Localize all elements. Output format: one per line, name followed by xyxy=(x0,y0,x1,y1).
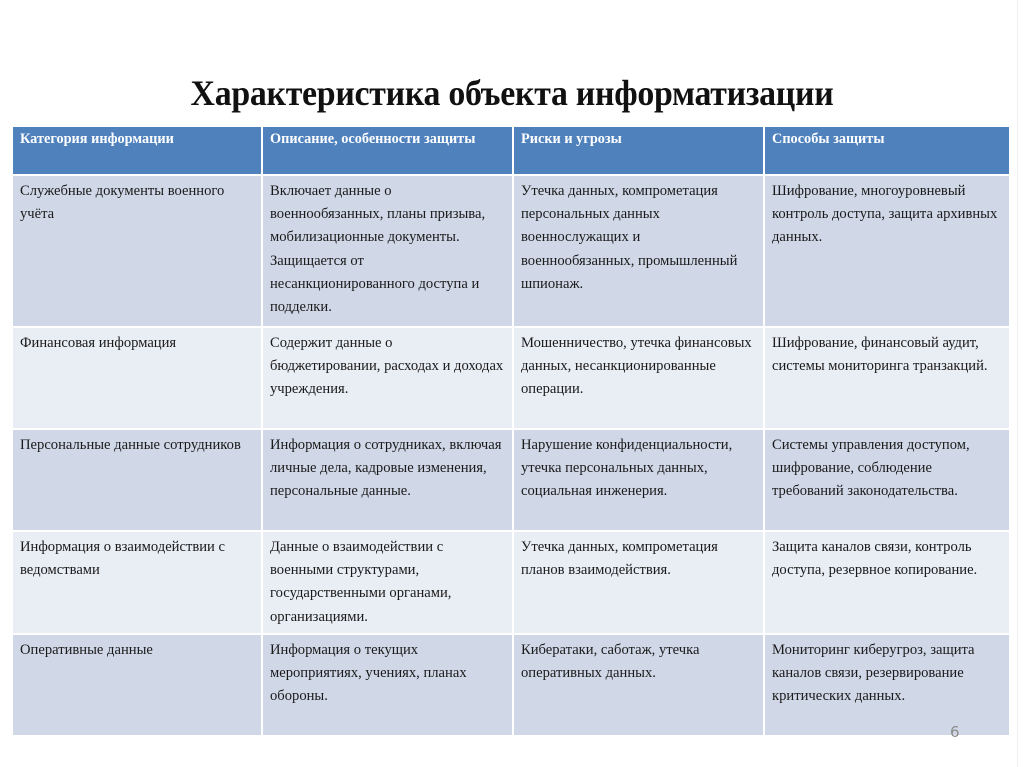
cell-description: Данные о взаимодействии с военными структурами, государственными органами, организациями. xyxy=(262,531,513,634)
table-row xyxy=(12,634,1010,736)
cell-description: Информация о сотрудниках, включая личные дела, кадровые изменения, персональные данные. xyxy=(262,429,513,531)
info-object-table xyxy=(11,125,1011,737)
cell-category: Служебные документы военного учёта xyxy=(12,175,262,327)
table-row xyxy=(12,175,1010,327)
cell-category: Оперативные данные xyxy=(12,634,262,736)
cell-protection: Системы управления доступом, шифрование, соблюдение требований законодательства. xyxy=(764,429,1010,531)
header-description: Описание, особенности защиты xyxy=(262,126,513,175)
page-number: 6 xyxy=(950,723,960,741)
table-row xyxy=(12,429,1010,531)
cell-risks: Кибератаки, саботаж, утечка оперативных данных. xyxy=(513,634,764,736)
cell-category: Персональные данные сотрудников xyxy=(12,429,262,531)
cell-description: Содержит данные о бюджетировании, расходах и доходах учреждения. xyxy=(262,327,513,429)
cell-protection: Шифрование, финансовый аудит, системы мониторинга транзакций. xyxy=(764,327,1010,429)
cell-risks: Утечка данных, компрометация планов взаимодействия. xyxy=(513,531,764,634)
header-risks: Риски и угрозы xyxy=(513,126,764,175)
cell-category: Финансовая информация xyxy=(12,327,262,429)
slide-edge xyxy=(1017,0,1018,767)
slide-title: Характеристика объекта информатизации xyxy=(190,73,834,113)
cell-description: Включает данные о военнообязанных, планы призыва, мобилизационные документы. Защищается от несанкционированного доступа и подделки. xyxy=(262,175,513,327)
cell-risks: Нарушение конфиденциальности, утечка персональных данных, социальная инженерия. xyxy=(513,429,764,531)
table-row xyxy=(12,327,1010,429)
cell-description: Информация о текущих мероприятиях, учениях, планах обороны. xyxy=(262,634,513,736)
table-header-row xyxy=(12,126,1010,175)
cell-protection: Мониторинг киберугроз, защита каналов связи, резервирование критических данных. xyxy=(764,634,1010,736)
cell-protection: Защита каналов связи, контроль доступа, резервное копирование. xyxy=(764,531,1010,634)
header-protection: Способы защиты xyxy=(764,126,1010,175)
header-category: Категория информации xyxy=(12,126,262,175)
cell-risks: Утечка данных, компрометация персональных данных военнослужащих и военнообязанных, промышленный шпионаж. xyxy=(513,175,764,327)
cell-risks: Мошенничество, утечка финансовых данных, несанкционированные операции. xyxy=(513,327,764,429)
cell-category: Информация о взаимодействии с ведомствами xyxy=(12,531,262,634)
table-row xyxy=(12,531,1010,634)
cell-protection: Шифрование, многоуровневый контроль доступа, защита архивных данных. xyxy=(764,175,1010,327)
